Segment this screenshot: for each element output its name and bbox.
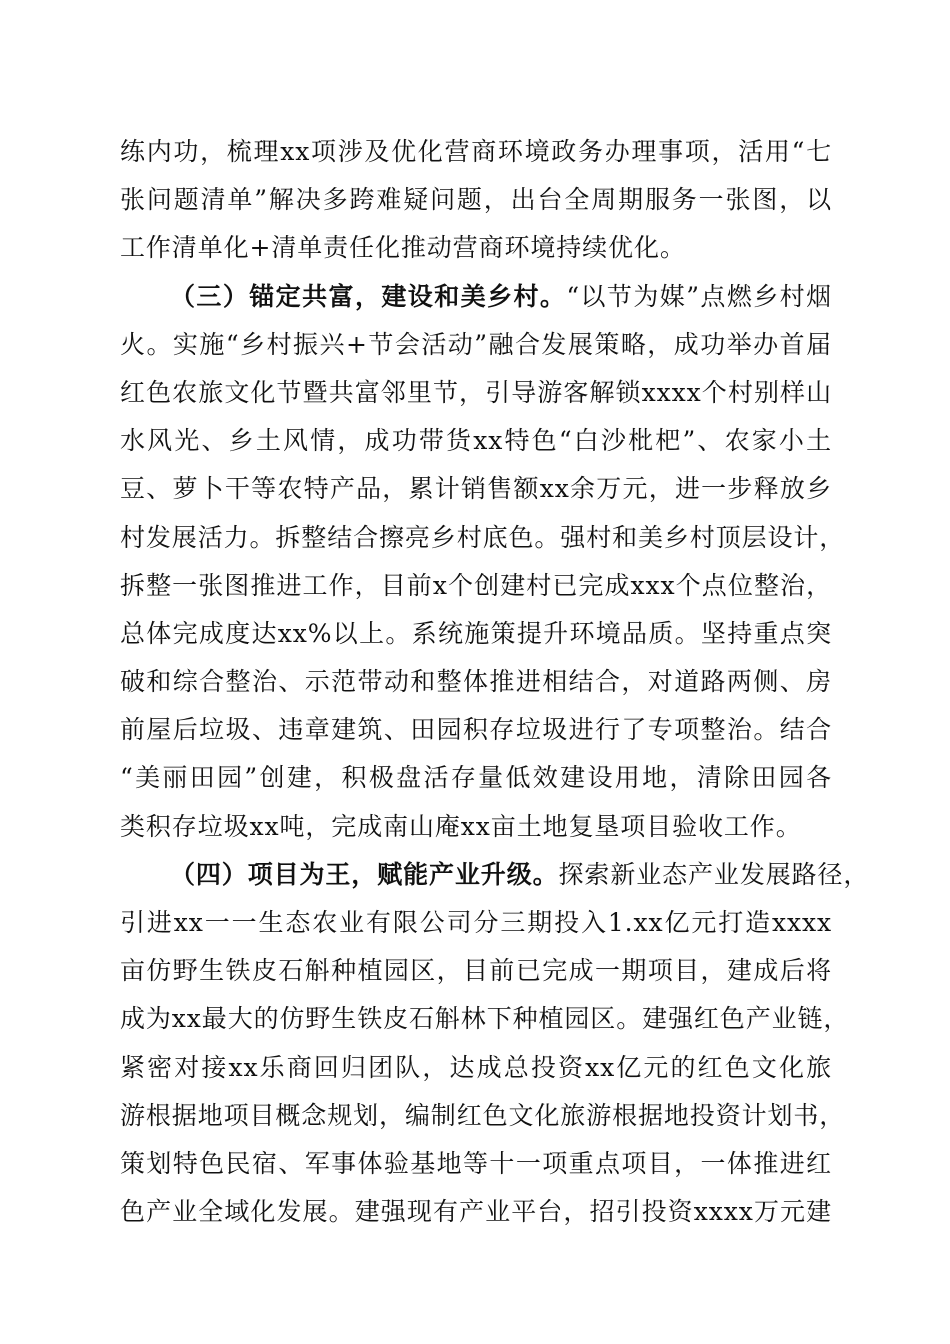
document-page <box>120 128 870 1236</box>
text-line: 张问题清单”解决多跨难疑问题，出台全周期服务一张图，以 <box>120 185 832 215</box>
text-line: 前屋后垃圾、违章建筑、田园积存垃圾进行了专项整治。结合 <box>120 715 832 745</box>
text-line: 游根据地项目概念规划，编制红色文化旅游根据地投资计划书， <box>120 1100 846 1130</box>
section-4-first-line <box>120 851 870 899</box>
text-line: 工作清单化+清单责任化推动营商环境持续优化。 <box>120 233 686 263</box>
paragraph-continued <box>120 128 832 273</box>
text-line: 练内功，梳理xx项涉及优化营商环境政务办理事项，活用“七 <box>120 137 832 166</box>
text-line: “以节为媒”点燃乡村烟 <box>566 281 832 311</box>
text-line: 红色农旅文化节暨共富邻里节，引导游客解锁xxxx个村别样山 <box>120 377 832 407</box>
text-line: 亩仿野生铁皮石斛种植园区，目前已完成一期项目，建成后将 <box>120 956 832 986</box>
text-line: 水风光、乡土风情，成功带货xx特色“白沙枇杷”、农家小土 <box>120 426 832 456</box>
text-line: 豆、萝卜干等农特产品，累计销售额xx余万元，进一步释放乡 <box>120 474 832 504</box>
section-3-first-line <box>120 273 832 321</box>
text-line: 火。实施“乡村振兴+节会活动”融合发展策略，成功举办首届 <box>120 329 832 359</box>
text-line: 拆整一张图推进工作，目前x个创建村已完成xxx个点位整治， <box>120 570 832 600</box>
text-line: 总体完成度达xx%以上。系统施策提升环境品质。坚持重点突 <box>120 618 832 648</box>
text-line: 类积存垃圾xx吨，完成南山庵xx亩土地复垦项目验收工作。 <box>120 811 802 841</box>
text-line: 色产业全域化发展。建强现有产业平台，招引投资xxxx万元建 <box>120 1197 832 1227</box>
text-line: 村发展活力。拆整结合擦亮乡村底色。强村和美乡村顶层设计， <box>120 522 846 552</box>
section-3-heading: （三）锚定共富，建设和美乡村。 <box>170 281 567 311</box>
text-line: 紧密对接xx乐商回归团队，达成总投资xx亿元的红色文化旅 <box>120 1052 832 1082</box>
section-4-paragraph <box>120 851 870 1237</box>
text-line: 策划特色民宿、军事体验基地等十一项重点项目，一体推进红 <box>120 1148 832 1178</box>
text-line: “美丽田园”创建，积极盘活存量低效建设用地，清除田园各 <box>120 763 832 793</box>
section-3-paragraph <box>120 273 846 851</box>
section-4-heading: （四）项目为王，赋能产业升级。 <box>170 859 559 889</box>
text-line: 探索新业态产业发展路径， <box>558 859 870 889</box>
text-line: 引进xx一一生态农业有限公司分三期投入1.xx亿元打造xxxx <box>120 908 832 937</box>
text-line: 成为xx最大的仿野生铁皮石斛林下种植园区。建强红色产业链， <box>120 1004 850 1034</box>
text-line: 破和综合整治、示范带动和整体推进相结合，对道路两侧、房 <box>120 667 832 697</box>
